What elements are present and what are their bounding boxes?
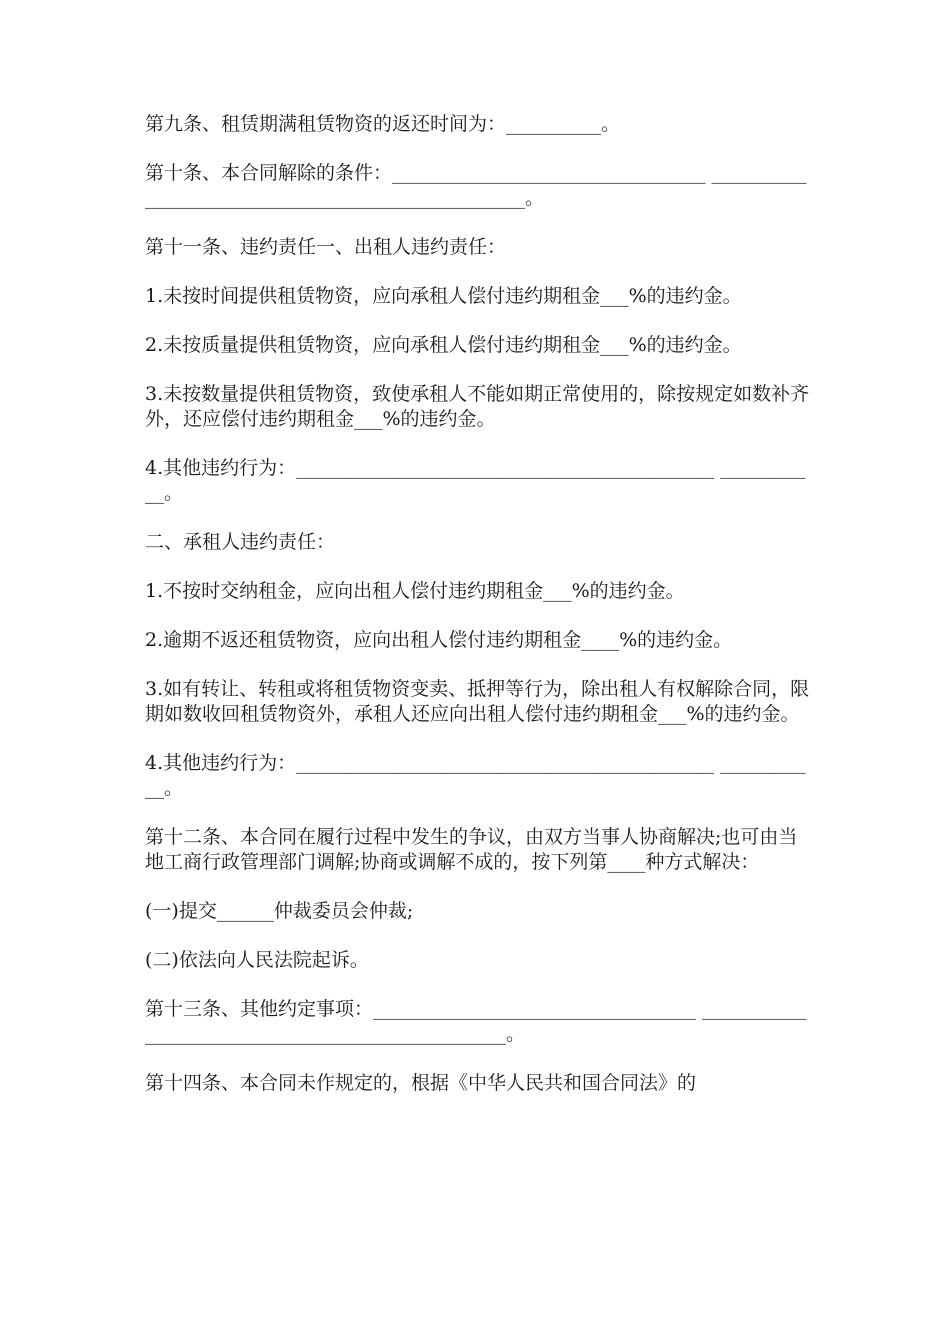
lessee-breach-item-2: 2.逾期不返还租赁物资，应向出租人偿付违约期租金____%的违约金。 <box>145 629 733 651</box>
clause-10: 第十条、本合同解除的条件：_________________________________ __________________________________________________。 <box>145 162 807 209</box>
clause-12: 第十二条、本合同在履行过程中发生的争议，由双方当事人协商解决;也可由当地工商行政管理部门调解;协商或调解不成的，按下列第____种方式解决： <box>145 826 798 873</box>
document-page <box>145 112 810 1120</box>
lessor-breach-item-1: 1.未按时间提供租赁物资，应向承租人偿付违约期租金___%的违约金。 <box>145 285 742 307</box>
clause-13: 第十三条、其他约定事项：__________________________________ _________________________________________________。 <box>145 998 807 1045</box>
lessee-breach-item-1: 1.不按时交纳租金，应向出租人偿付违约期租金___%的违约金。 <box>145 580 685 602</box>
lessor-breach-item-4: 4.其他违约行为：____________________________________________ ___________。 <box>145 457 806 504</box>
lessor-breach-item-3: 3.未按数量提供租赁物资，致使承租人不能如期正常使用的，除按规定如数补齐外，还应偿付违约期租金___%的违约金。 <box>145 383 810 430</box>
clause-9: 第九条、租赁期满租赁物资的返还时间为：__________。 <box>145 113 621 135</box>
clause-11-heading: 第十一条、违约责任一、出租人违约责任： <box>145 236 507 258</box>
dispute-option-2: (二)依法向人民法院起诉。 <box>145 949 369 971</box>
clause-14: 第十四条、本合同未作规定的，根据《中华人民共和国合同法》的 <box>145 1072 697 1094</box>
dispute-option-1: (一)提交______仲裁委员会仲裁; <box>145 900 414 922</box>
lessee-breach-item-4: 4.其他违约行为：____________________________________________ ___________。 <box>145 752 806 799</box>
lessee-breach-item-3: 3.如有转让、转租或将租赁物资变卖、抵押等行为，除出租人有权解除合同，限期如数收回租赁物资外，承租人还应向出租人偿付违约期租金___%的违约金。 <box>145 678 810 725</box>
lessor-breach-item-2: 2.未按质量提供租赁物资，应向承租人偿付违约期租金___%的违约金。 <box>145 334 742 356</box>
lessee-breach-heading: 二、承租人违约责任： <box>145 531 336 553</box>
